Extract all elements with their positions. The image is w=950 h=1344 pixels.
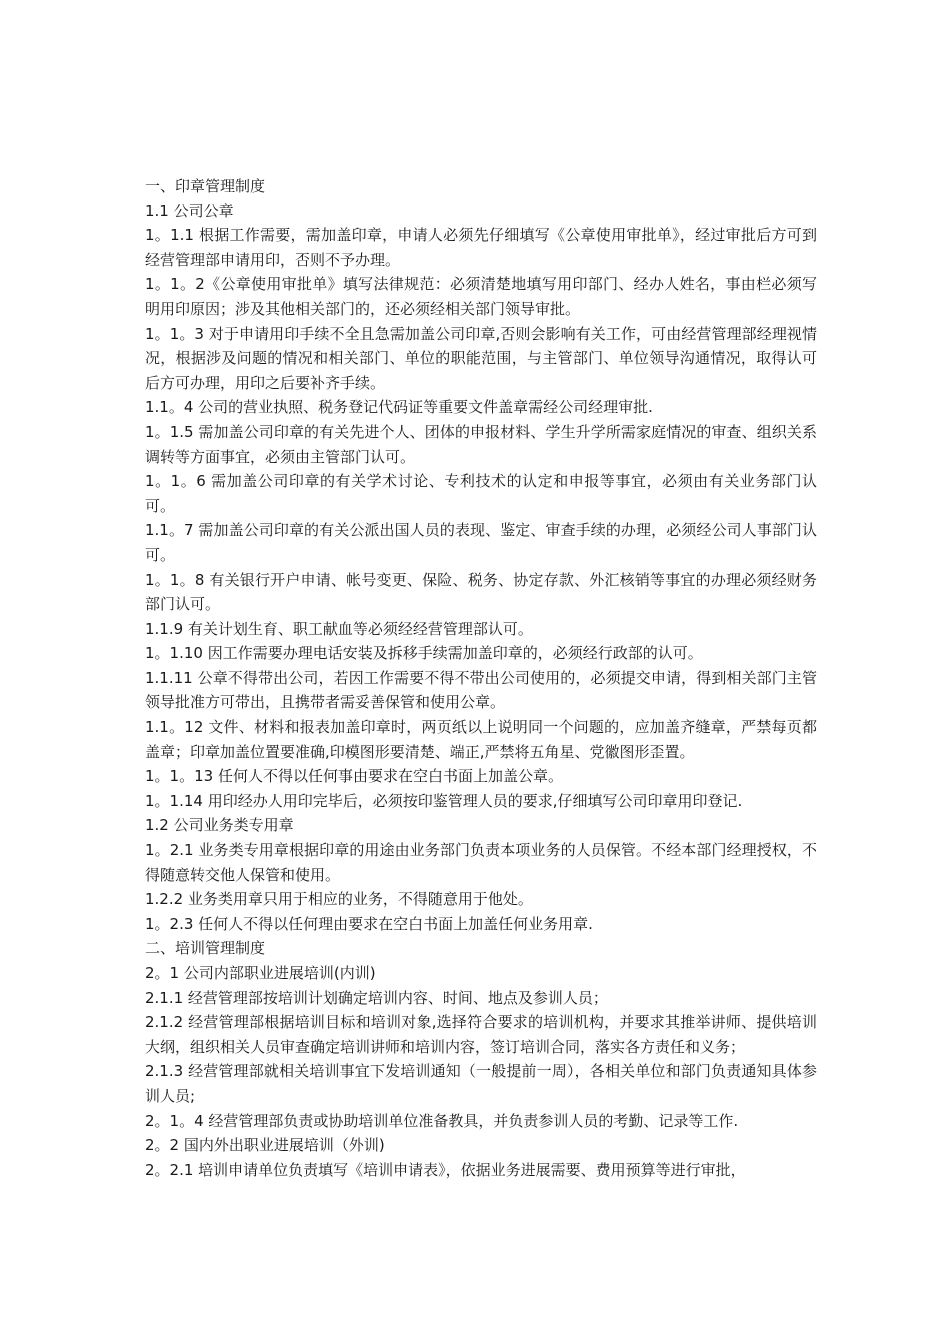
clause-1-1-4: 1.1。4 公司的营业执照、税务登记代码证等重要文件盖章需经公司经理审批. [145,398,653,417]
clause-2-1-1: 2.1.1 经营管理部按培训计划确定培训内容、时间、地点及参训人员； [145,988,608,1007]
clause-2-1-3: 2.1.3 经营管理部就相关培训事宜下发培训通知（一般提前一周），各相关单位和部门负责通知具体参训人员; [145,1062,817,1105]
clause-1-1-12: 1.1。12 文件、材料和报表加盖印章时，两页纸以上说明同一个问题的，应加盖齐缝章，严禁每页都盖章；印章加盖位置要准确,印模图形要清楚、端正,严禁将五角星、党徽图形歪置。 [145,718,817,761]
clause-1-1-8: 1。1。8 有关银行开户申请、帐号变更、保险、税务、协定存款、外汇核销等事宜的办理必须经财务部门认可。 [145,570,817,614]
clause-1-1-2: 1。1。2《公章使用审批单》填写法律规范：必须清楚地填写用印部门、经办人姓名，事由栏必须写明用印原因；涉及其他相关部门的，还必须经相关部门领导审批。 [145,275,817,318]
clause-1-1-10: 1。1.10 因工作需要办理电话安装及拆移手续需加盖印章的，必须经行政部的认可。 [145,644,703,663]
clause-1-1-1: 1。1.1 根据工作需要，需加盖印章，申请人必须先仔细填写《公章使用审批单》，经过审批后方可到经营管理部申请用印，否则不予办理。 [145,226,817,269]
clause-1-1-9: 1.1.9 有关计划生育、职工献血等必须经经营管理部认可。 [145,619,533,638]
clause-2-2-1: 2。2.1 培训申请单位负责填写《培训申请表》，依据业务进展需要、费用预算等进行审批， [145,1160,746,1179]
clause-1-2-1: 1。2.1 业务类专用章根据印章的用途由业务部门负责本项业务的人员保管。不经本部门经理授权，不得随意转交他人保管和使用。 [145,841,817,884]
subsection-heading-business-seal: 1.2 公司业务类专用章 [145,816,294,835]
subsection-heading-company-seal: 1.1 公司公章 [145,201,234,220]
clause-1-2-3: 1。2.3 任何人不得以任何理由要求在空白书面上加盖任何业务用章. [145,914,593,933]
section-heading-seal-management: 一、印章管理制度 [145,177,266,195]
clause-1-2-2: 1.2.2 业务类用章只用于相应的业务，不得随意用于他处。 [145,890,533,909]
document-body [145,174,817,1182]
clause-1-1-3: 1。1。3 对于申请用印手续不全且急需加盖公司印章,否则会影响有关工作，可由经营管理部经理视情况，根据涉及问题的情况和相关部门、单位的职能范围，与主管部门、单位领导沟通情况，取得认可后方可办理，用印之后要补齐手续。 [145,324,817,392]
clause-1-1-14: 1。1.14 用印经办人用印完毕后，必须按印鉴管理人员的要求,仔细填写公司印章用印登记. [145,791,743,810]
subsection-heading-internal-training: 2。1 公司内部职业进展培训(内训) [145,964,376,982]
subsection-heading-external-training: 2。2 国内外出职业进展培训（外训) [145,1136,385,1155]
clause-1-1-5: 1。1.5 需加盖公司印章的有关先进个人、团体的申报材料、学生升学所需家庭情况的审查、组织关系调转等方面事宜，必须由主管部门认可。 [145,422,817,466]
clause-1-1-13: 1。1。13 任何人不得以任何事由要求在空白书面上加盖公章。 [145,767,563,786]
clause-1-1-6: 1。1。6 需加盖公司印章的有关学术讨论、专利技术的认定和申报等事宜，必须由有关业务部门认可。 [145,472,817,515]
clause-2-1-2: 2.1.2 经营管理部根据培训目标和培训对象,选择符合要求的培训机构，并要求其推举讲师、提供培训大纲，组织相关人员审查确定培训讲师和培训内容，签订培训合同，落实各方责任和义务； [145,1013,817,1056]
clause-1-1-7: 1.1。7 需加盖公司印章的有关公派出国人员的表现、鉴定、审查手续的办理，必须经公司人事部门认可。 [145,521,817,564]
section-heading-training-management: 二、培训管理制度 [145,939,266,958]
clause-2-1-4: 2。1。4 经营管理部负责或协助培训单位准备教具，并负责参训人员的考勤、记录等工作. [145,1111,739,1130]
clause-1-1-11: 1.1.11 公章不得带出公司，若因工作需要不得不带出公司使用的，必须提交申请，得到相关部门主管领导批准方可带出，且携带者需妥善保管和使用公章。 [145,668,817,712]
